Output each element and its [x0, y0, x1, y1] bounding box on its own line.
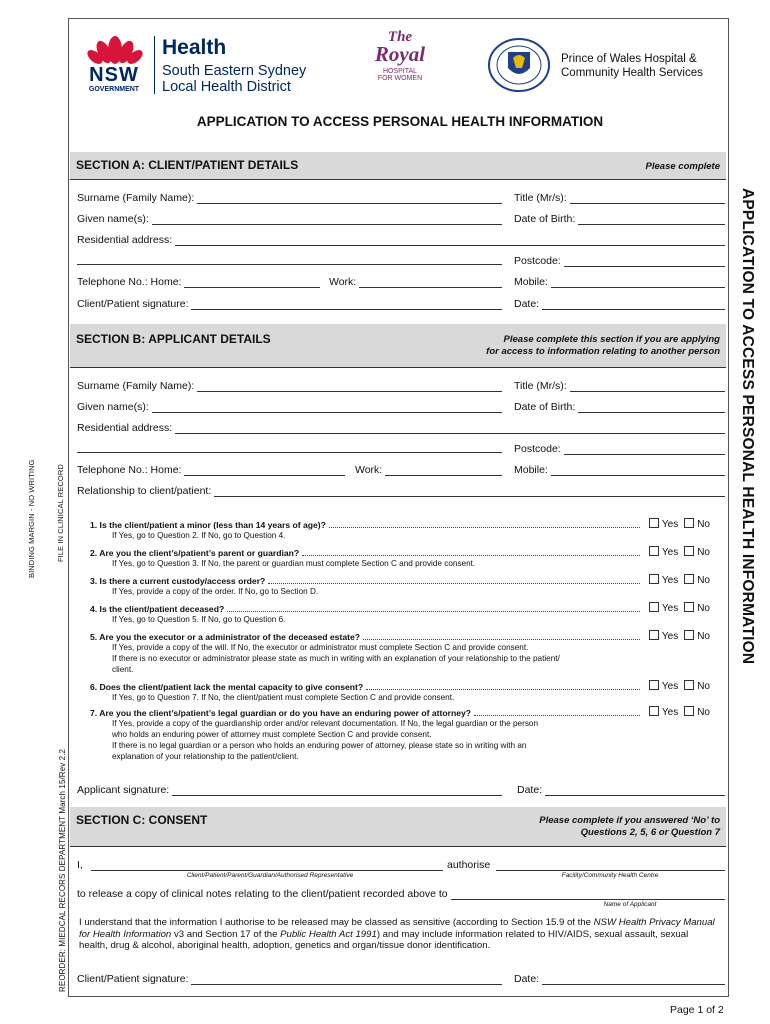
a-date-label: Date: — [514, 298, 540, 310]
nsw-wordmark: NSW — [89, 64, 139, 86]
question-leader-dots — [227, 605, 640, 612]
question-5-row — [90, 630, 710, 642]
question-3-text: 3. Is there a current custody/access order? — [90, 576, 266, 586]
b-mobile-field[interactable] — [514, 464, 725, 476]
a-given-label: Given name(s): — [77, 213, 149, 225]
yes-label: Yes — [661, 547, 679, 558]
question-4-row — [90, 602, 710, 614]
c-facility-caption: Facility/Community Health Centre — [561, 872, 659, 879]
question-3 — [90, 574, 710, 597]
b-surname-label: Surname (Family Name): — [77, 380, 195, 392]
c-statement-nsw: NSW — [593, 917, 617, 928]
health-wordmark: Health — [162, 36, 227, 59]
c-rep-caption: Client/Patient/Parent/Guardian/Authorised Representative — [186, 872, 354, 879]
question-leader-dots — [474, 709, 640, 716]
question-6-text: 6. Does the client/patient lack the mental capacity to give consent? — [90, 682, 364, 692]
c-statement-d: Public Health Act 1991 — [280, 928, 377, 940]
question-leader-dots — [268, 577, 640, 584]
a-dob-label: Date of Birth: — [514, 213, 576, 225]
b-title-label: Title (Mr/s): — [514, 380, 567, 392]
no-label: No — [697, 631, 710, 642]
question-6 — [90, 680, 710, 703]
a-address-label: Residential address: — [77, 234, 173, 246]
question-7-answers — [643, 706, 710, 718]
b-tel-home-field[interactable] — [77, 464, 345, 476]
question-5-instruction: If Yes, provide a copy of the will. If No, the executor or administrator must complete Section C and provide consent. — [112, 643, 529, 652]
question-2 — [90, 546, 710, 569]
section-c-note-line-1: Please complete if you answered ‘No’ to — [539, 815, 720, 826]
b-applicant-date-field[interactable] — [517, 784, 725, 796]
b-dob-label: Date of Birth: — [514, 401, 576, 413]
b-work-label: Work: — [355, 464, 383, 476]
a-title-label: Title (Mr/s): — [514, 192, 567, 204]
question-4 — [90, 602, 710, 625]
c-statement-a: I understand that the information I authorise to be released may be classed as sensitive (according to Section 15.9 of the — [79, 917, 591, 928]
c-facility-field[interactable] — [447, 859, 725, 871]
section-c-title: SECTION C: CONSENT — [76, 813, 208, 827]
question-1-answers — [643, 518, 710, 530]
district-line-2: Local Health District — [162, 79, 291, 95]
b-mobile-label: Mobile: — [514, 464, 548, 476]
no-label: No — [697, 707, 710, 718]
section-a-title: SECTION A: CLIENT/PATIENT DETAILS — [76, 158, 299, 172]
section-a-header — [70, 152, 726, 180]
question-1-row — [90, 518, 710, 530]
question-1-text: 1. Is the client/patient a minor (less than 14 years of age)? — [90, 520, 326, 530]
c-signature-field[interactable] — [77, 973, 502, 985]
question-6-no-checkbox[interactable] — [684, 680, 694, 690]
section-b-note — [486, 334, 720, 358]
question-2-row — [90, 546, 710, 558]
question-7-row — [90, 706, 710, 718]
a-tel-home-field[interactable] — [77, 276, 320, 288]
royal-hospital-logo — [360, 30, 440, 96]
reorder-note: REORDER: MIEDCAL RECORS DEPARTMENT March 15/Rev 2.2 — [58, 748, 67, 992]
question-2-text: 2. Are you the client’s/patient’s parent or guardian? — [90, 548, 300, 558]
question-7-instruction: explanation of your relationship to the patient/client. — [112, 752, 299, 761]
question-5-answers — [643, 630, 710, 642]
question-6-instruction: If Yes, go to Question 7. If No, the client/patient must complete Section C and provide consent. — [112, 693, 455, 702]
question-2-instruction: If Yes, go to Question 3. If No, the parent or guardian must complete Section C and provide consent. — [112, 559, 476, 568]
c-release-label: to release a copy of clinical notes relating to the client/patient recorded above to — [77, 888, 448, 900]
c-i-label: I, — [77, 859, 83, 871]
question-1-instruction: If Yes, go to Question 2. If No, go to Question 4. — [112, 531, 286, 540]
a-postcode-label: Postcode: — [514, 255, 561, 267]
question-2-no-checkbox[interactable] — [684, 546, 694, 556]
a-given-field[interactable] — [77, 213, 502, 225]
a-address-field[interactable] — [77, 234, 725, 246]
b-given-label: Given name(s): — [77, 401, 149, 413]
nsw-health-logo — [80, 30, 350, 98]
question-5-text: 5. Are you the executor or a administrator of the deceased estate? — [90, 632, 360, 642]
side-title: APPLICATION TO ACCESS PERSONAL HEALTH INFORMATION — [739, 188, 756, 665]
b-postcode-field[interactable] — [514, 443, 725, 455]
b-address-line-2[interactable] — [77, 443, 502, 453]
section-a-note: Please complete — [645, 161, 720, 172]
page-title: APPLICATION TO ACCESS PERSONAL HEALTH INFORMATION — [196, 114, 604, 129]
b-address-label: Residential address: — [77, 422, 173, 434]
no-label: No — [697, 519, 710, 530]
logo-divider — [154, 36, 155, 94]
question-5-instruction: If there is no executor or administrator please state as much in writing with an explanation of your relationship to the patient/ — [112, 654, 560, 663]
yes-label: Yes — [661, 707, 679, 718]
b-surname-field[interactable] — [77, 380, 502, 392]
a-address-line-2[interactable] — [77, 255, 502, 265]
a-work-field[interactable] — [329, 276, 502, 288]
question-6-answers — [643, 680, 710, 692]
b-dob-field[interactable] — [514, 401, 725, 413]
a-dob-field[interactable] — [514, 213, 725, 225]
binding-margin-note: BINDING MARGIN - NO WRITING — [27, 459, 36, 578]
pow-crest-icon — [488, 38, 550, 92]
b-applicant-signature-field[interactable] — [77, 784, 502, 796]
pow-line-1: Prince of Wales Hospital & — [561, 53, 697, 65]
b-applicant-signature-label: Applicant signature: — [77, 784, 170, 796]
a-mobile-field[interactable] — [514, 276, 725, 288]
question-7-yes-checkbox[interactable] — [649, 706, 659, 716]
question-5-yes-checkbox[interactable] — [649, 630, 659, 640]
file-in-record-note: FILE IN CLINICAL RECORD — [56, 464, 65, 562]
question-4-yes-checkbox[interactable] — [649, 602, 659, 612]
a-signature-label: Client/Patient signature: — [77, 298, 189, 310]
question-7-text: 7. Are you the client’s/patient’s legal guardian or do you have an enduring power of attorney? — [90, 708, 472, 718]
c-date-label: Date: — [514, 973, 540, 985]
c-authorise-label: authorise — [447, 859, 491, 871]
yes-label: Yes — [661, 575, 679, 586]
question-leader-dots — [363, 633, 640, 640]
question-3-row — [90, 574, 710, 586]
a-mobile-label: Mobile: — [514, 276, 548, 288]
a-title-field[interactable] — [514, 192, 725, 204]
question-1 — [90, 518, 710, 541]
c-statement-b: Health Privacy Manual for Health Information — [79, 917, 715, 940]
question-leader-dots — [329, 521, 640, 528]
section-b-note-line-1: Please complete this section if you are applying — [503, 334, 720, 345]
government-wordmark: GOVERNMENT — [88, 86, 140, 93]
royal-sub-2: FOR WOMEN — [377, 75, 423, 82]
royal-name: Royal — [374, 42, 426, 66]
c-statement-e: ) and may include information related to HIV/AIDS, sexual assault, sexual health, drug & alcohol, aboriginal health, adoption, genetics and organ/tissue donor identification. — [79, 928, 689, 952]
no-label: No — [697, 603, 710, 614]
question-7-instruction: If there is no legal guardian or a person who holds an enduring power of attorney, please state so in writing with an — [112, 741, 527, 750]
question-3-instruction: If Yes, provide a copy of the order. If No, go to Section D. — [112, 587, 319, 596]
section-c-note-line-2: Questions 2, 5, 6 or Question 7 — [580, 827, 720, 838]
b-tel-home-label: Telephone No.: Home: — [77, 464, 182, 476]
question-leader-dots — [302, 549, 640, 556]
pow-line-2: Community Health Services — [561, 67, 703, 79]
section-b-header — [70, 324, 726, 368]
district-line-1: South Eastern Sydney — [162, 63, 307, 79]
b-relationship-field[interactable] — [77, 485, 725, 497]
c-applicant-name-field[interactable] — [77, 888, 725, 900]
question-1-no-checkbox[interactable] — [684, 518, 694, 528]
a-tel-home-label: Telephone No.: Home: — [77, 276, 182, 288]
question-3-answers — [643, 574, 710, 586]
royal-the: The — [387, 29, 413, 45]
c-signature-label: Client/Patient signature: — [77, 973, 189, 985]
a-date-field[interactable] — [514, 298, 725, 310]
question-1-yes-checkbox[interactable] — [649, 518, 659, 528]
question-3-no-checkbox[interactable] — [684, 574, 694, 584]
question-6-yes-checkbox[interactable] — [649, 680, 659, 690]
b-applicant-date-label: Date: — [517, 784, 543, 796]
royal-sub-1: HOSPITAL — [382, 68, 418, 75]
section-b-title: SECTION B: APPLICANT DETAILS — [76, 332, 271, 346]
question-5-instruction: client. — [112, 665, 134, 674]
question-7-instruction: If Yes, provide a copy of the guardianship order and/or relevant documentation. If No, the legal guardian or the person — [112, 719, 539, 728]
question-7-no-checkbox[interactable] — [684, 706, 694, 716]
waratah-icon — [86, 30, 144, 66]
question-2-yes-checkbox[interactable] — [649, 546, 659, 556]
b-given-field[interactable] — [77, 401, 502, 413]
b-relationship-label: Relationship to client/patient: — [77, 485, 212, 497]
question-4-instruction: If Yes, go to Question 5. If No, go to Question 6. — [112, 615, 286, 624]
b-title-field[interactable] — [514, 380, 725, 392]
no-label: No — [697, 547, 710, 558]
c-statement — [79, 917, 719, 952]
yes-label: Yes — [661, 519, 679, 530]
question-7 — [90, 706, 710, 762]
question-4-answers — [643, 602, 710, 614]
b-address-field[interactable] — [77, 422, 725, 434]
a-postcode-field[interactable] — [514, 255, 725, 267]
question-5 — [90, 630, 710, 675]
section-c-note — [539, 815, 720, 839]
question-4-no-checkbox[interactable] — [684, 602, 694, 612]
question-6-row — [90, 680, 710, 692]
section-b-note-line-2: for access to information relating to another person — [486, 346, 720, 357]
no-label: No — [697, 681, 710, 692]
b-postcode-label: Postcode: — [514, 443, 561, 455]
yes-label: Yes — [661, 603, 679, 614]
a-work-label: Work: — [329, 276, 357, 288]
a-surname-field[interactable] — [77, 192, 502, 204]
question-7-instruction: who holds an enduring power of attorney must complete Section C and provide consent. — [112, 730, 432, 739]
c-representative-field[interactable] — [77, 859, 443, 871]
no-label: No — [697, 575, 710, 586]
page-number: Page 1 of 2 — [670, 1004, 724, 1016]
question-5-no-checkbox[interactable] — [684, 630, 694, 640]
question-4-text: 4. Is the client/patient deceased? — [90, 604, 225, 614]
question-2-answers — [643, 546, 710, 558]
yes-label: Yes — [661, 631, 679, 642]
a-surname-label: Surname (Family Name): — [77, 192, 195, 204]
question-3-yes-checkbox[interactable] — [649, 574, 659, 584]
yes-label: Yes — [661, 681, 679, 692]
c-statement-c: v3 and Section 17 of the — [173, 928, 278, 940]
a-signature-field[interactable] — [77, 298, 502, 310]
question-leader-dots — [366, 683, 640, 690]
c-date-field[interactable] — [514, 973, 725, 985]
c-applicant-caption: Name of Applicant — [603, 901, 657, 908]
b-work-field[interactable] — [355, 464, 502, 476]
section-c-header — [70, 807, 726, 847]
